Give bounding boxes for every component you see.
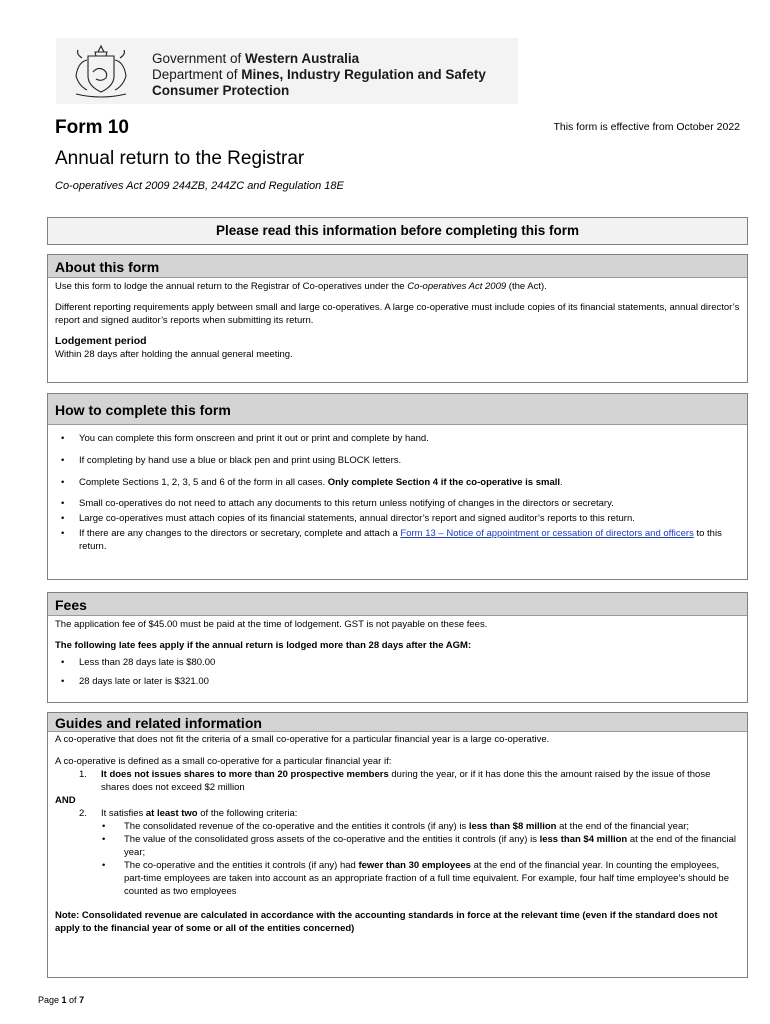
read-notice: Please read this information before completing this form [47, 217, 748, 245]
sub-criterion-3-text: The co-operative and the entities it controls (if any) had [124, 860, 359, 871]
government-header [56, 38, 518, 104]
gov-line-1-prefix: Government of [152, 51, 246, 66]
about-heading: About this form [48, 255, 747, 278]
lodgement-text: Within 28 days after holding the annual general meeting. [55, 349, 293, 360]
fees-section [47, 592, 748, 703]
how-section [47, 393, 748, 580]
lodgement-heading: Lodgement period [55, 335, 147, 347]
how-heading: How to complete this form [48, 394, 747, 425]
gov-line-2-prefix: Department of [152, 67, 242, 82]
sub-criterion-2-bold: less than $4 million [539, 834, 628, 845]
how-list [55, 432, 740, 489]
form-13-link[interactable]: Form 13 – Notice of appointment or cessation of directors and officers [400, 528, 694, 539]
how-item-5: • Large co-operatives must attach copies of its financial statements, annual director’s report and signed auditor’s reports to this return. [55, 512, 740, 525]
about-paragraph-1 [55, 280, 740, 293]
criterion-1-number: 1. [79, 769, 87, 780]
guides-body [48, 732, 747, 939]
how-item-4: • Small co-operatives do not need to attach any documents to this return unless notifying of changes in the directors or secretary. [55, 497, 740, 510]
fees-paragraph-1: The application fee of $45.00 must be paid at the time of lodgement. GST is not payable on these fees. [55, 619, 488, 630]
how-item-3 [55, 476, 740, 489]
sub-criterion-2 [124, 833, 740, 859]
coat-of-arms-icon [70, 42, 132, 100]
gov-line-2-bold: Mines, Industry Regulation and Safety [241, 67, 486, 82]
page-of: of [66, 995, 80, 1005]
department-name [152, 51, 486, 99]
form-subtitle: Co-operatives Act 2009 244ZB, 244ZC and Regulation 18E [55, 180, 344, 192]
form-number: Form 10 [55, 117, 129, 138]
sub-criterion-1 [124, 820, 740, 833]
how-item-3-text: Complete Sections 1, 2, 3, 5 and 6 of the form in all cases. [79, 477, 328, 488]
sub-criterion-1-end: at the end of the financial year; [556, 821, 690, 832]
sub-criterion-2-text: The value of the consolidated gross assets of the co-operative and the entities it controls (if any) is [124, 834, 540, 845]
criteria-sublist [55, 820, 740, 898]
criterion-2 [55, 807, 740, 820]
criterion-1-text: during the year, or if it has done this the amount raised by the issue of those shares does not exceed $2 million [101, 769, 711, 793]
about-section [47, 254, 748, 383]
how-item-3-end: . [560, 477, 563, 488]
how-body [48, 425, 747, 559]
sub-criterion-3-bold: fewer than 30 employees [358, 860, 471, 871]
criterion-2-bold: at least two [145, 808, 198, 819]
sub-criterion-1-text: The consolidated revenue of the co-operative and the entities it controls (if any) is [124, 821, 469, 832]
consolidated-revenue-note: Note: Consolidated revenue are calculated in accordance with the accounting standards in force at the relevant time (even if the standard does not apply to the financial year of some or all of the entities concerned) [55, 910, 718, 934]
how-item-3-bold: Only complete Section 4 if the co-operative is small [327, 477, 561, 488]
criterion-2-number: 2. [79, 808, 87, 819]
about-body [48, 278, 747, 365]
guides-paragraph-2: A co-operative is defined as a small co-operative for a particular financial year if: [55, 756, 392, 767]
and-label: AND [55, 795, 76, 806]
gov-line-1-bold: Western Australia [245, 51, 360, 66]
page-prefix: Page [38, 995, 62, 1005]
page-indicator [38, 995, 84, 1005]
how-item-2: • If completing by hand use a blue or black pen and print using BLOCK letters. [55, 454, 740, 467]
page-total: 7 [79, 995, 85, 1005]
late-fee-2: • 28 days late or later is $321.00 [55, 675, 740, 688]
how-item-1: • You can complete this form onscreen and print it out or print and complete by hand. [55, 432, 740, 445]
fees-heading: Fees [48, 593, 747, 616]
about-paragraph-2: Different reporting requirements apply between small and large co-operatives. A large co-operative must include copies of its financial statements, annual director’s report and signed auditor’s reports when submitting its return. [55, 302, 740, 326]
late-fee-1: • Less than 28 days late is $80.00 [55, 656, 740, 669]
how-list-2 [55, 497, 740, 553]
how-item-6 [55, 527, 740, 553]
late-fees-list [55, 656, 740, 688]
guides-paragraph-1: A co-operative that does not fit the criteria of a small co-operative for a particular financial year is a large co-operative. [55, 734, 550, 745]
gov-line-3: Consumer Protection [152, 83, 290, 98]
page-current: 1 [61, 995, 67, 1005]
sub-criterion-2-end: at the end of the financial year; [124, 834, 737, 858]
guides-section [47, 712, 748, 978]
criterion-2-text: It satisfies [101, 808, 146, 819]
criterion-1-bold: It does not issues shares to more than 20 prospective members [101, 769, 389, 780]
how-item-6-text: If there are any changes to the directors or secretary, complete and attach a [79, 528, 401, 539]
sub-criterion-3 [124, 859, 740, 898]
about-p1-end: (the Act). [506, 281, 547, 292]
form-title: Annual return to the Registrar [55, 148, 305, 169]
criterion-1 [55, 768, 740, 794]
sub-criterion-1-bold: less than $8 million [468, 821, 557, 832]
guides-heading: Guides and related information [48, 713, 747, 732]
effective-date: This form is effective from October 2022 [553, 121, 740, 133]
how-item-6-end: to this return. [79, 528, 722, 552]
act-name: Co-operatives Act 2009 [407, 281, 507, 292]
sub-criterion-3-end: at the end of the financial year. In counting the employees, part-time employees are taken into account as an appropriate fraction of a full time equivalent. For example, four half time employee’s should be counted as two employees [124, 860, 729, 897]
fees-body [48, 616, 747, 694]
late-fees-heading: The following late fees apply if the annual return is lodged more than 28 days after the AGM: [55, 640, 472, 651]
criterion-2-end: of the following criteria: [197, 808, 298, 819]
about-p1-text: Use this form to lodge the annual return to the Registrar of Co-operatives under the [55, 281, 408, 292]
